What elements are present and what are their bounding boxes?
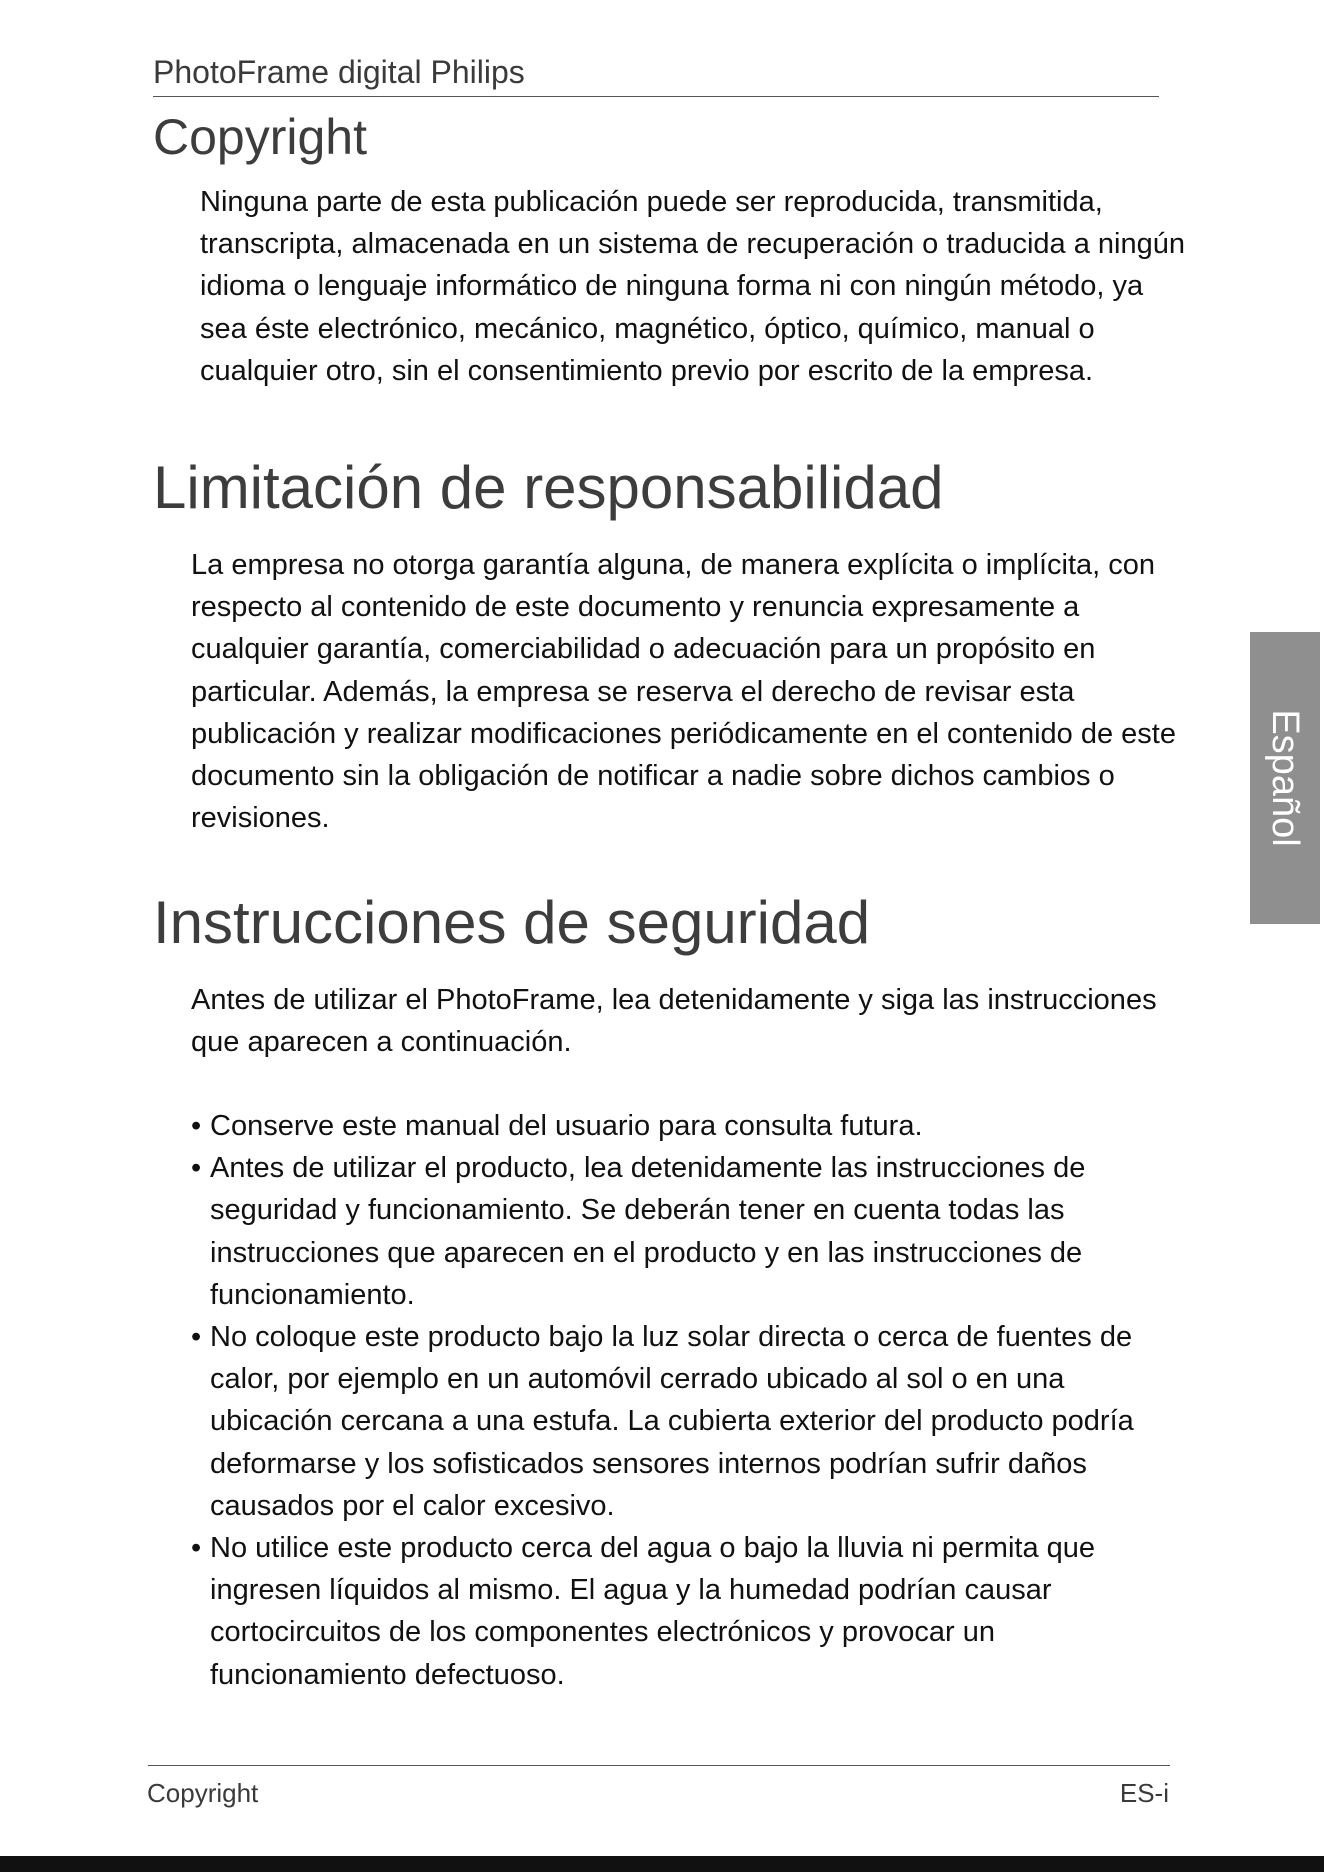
copyright-heading: Copyright	[153, 109, 367, 165]
copyright-paragraph: Ninguna parte de esta publicación puede ser reproducida, transmitida, transcripta, almacenada en un sistema de recuperación o traducida a ningún idioma o lenguaje informático de ninguna forma ni con ningún método, ya sea éste electrónico, mecánico, magnético, óptico, químico, manual o cualquier otro, sin el consentimiento previo por escrito de la empresa.	[200, 186, 1185, 387]
safety-heading: Instrucciones de seguridad	[153, 889, 871, 956]
bullet-icon: •	[191, 1321, 202, 1354]
header-divider	[153, 96, 1159, 97]
safety-bullet-list	[191, 1105, 1191, 1696]
list-item	[191, 1147, 1191, 1316]
list-item	[191, 1316, 1191, 1527]
language-tab	[1250, 632, 1320, 924]
language-tab-label: Español	[1264, 709, 1306, 847]
safety-intro-paragraph: Antes de utilizar el PhotoFrame, lea detenidamente y siga las instrucciones que aparecen a continuación.	[191, 984, 1157, 1059]
bullet-text: Antes de utilizar el producto, lea detenidamente las instrucciones de seguridad y funcionamiento. Se deberán tener en cuenta todas las instrucciones que aparecen en el producto y en las instrucciones de funcionamiento.	[210, 1152, 1086, 1311]
bullet-text: Conserve este manual del usuario para consulta futura.	[210, 1110, 923, 1142]
footer-section-title: Copyright	[147, 1778, 259, 1808]
page-number: ES-i	[1119, 1778, 1169, 1808]
list-item	[191, 1105, 1191, 1147]
bullet-icon: •	[191, 1152, 202, 1185]
bullet-icon: •	[191, 1110, 202, 1142]
bullet-text: No coloque este producto bajo la luz solar directa o cerca de fuentes de calor, por ejemplo en un automóvil cerrado ubicado al sol o en una ubicación cercana a una estufa. La cubierta exterior del producto podría deformarse y los sofisticados sensores internos podrían sufrir daños causados por el calor excesivo.	[210, 1321, 1134, 1522]
list-item	[191, 1527, 1191, 1696]
bullet-icon: •	[191, 1532, 202, 1565]
footer-divider	[148, 1765, 1170, 1766]
limitation-heading: Limitación de responsabilidad	[153, 454, 944, 521]
limitation-paragraph: La empresa no otorga garantía alguna, de manera explícita o implícita, con respecto al contenido de este documento y renuncia expresamente a cualquier garantía, comerciabilidad o adecuación para un propósito en particular. Además, la empresa se reserva el derecho de revisar esta publicación y realizar modificaciones periódicamente en el contenido de este documento sin la obligación de notificar a nadie sobre dichos cambios o revisiones.	[191, 549, 1176, 835]
bullet-text: No utilice este producto cerca del agua o bajo la lluvia ni permita que ingresen líquidos al mismo. El agua y la humedad podrían causar cortocircuitos de los componentes electrónicos y provocar un funcionamiento defectuoso.	[210, 1532, 1096, 1691]
running-header: PhotoFrame digital Philips	[153, 54, 525, 90]
page-bottom-edge	[0, 1856, 1324, 1872]
